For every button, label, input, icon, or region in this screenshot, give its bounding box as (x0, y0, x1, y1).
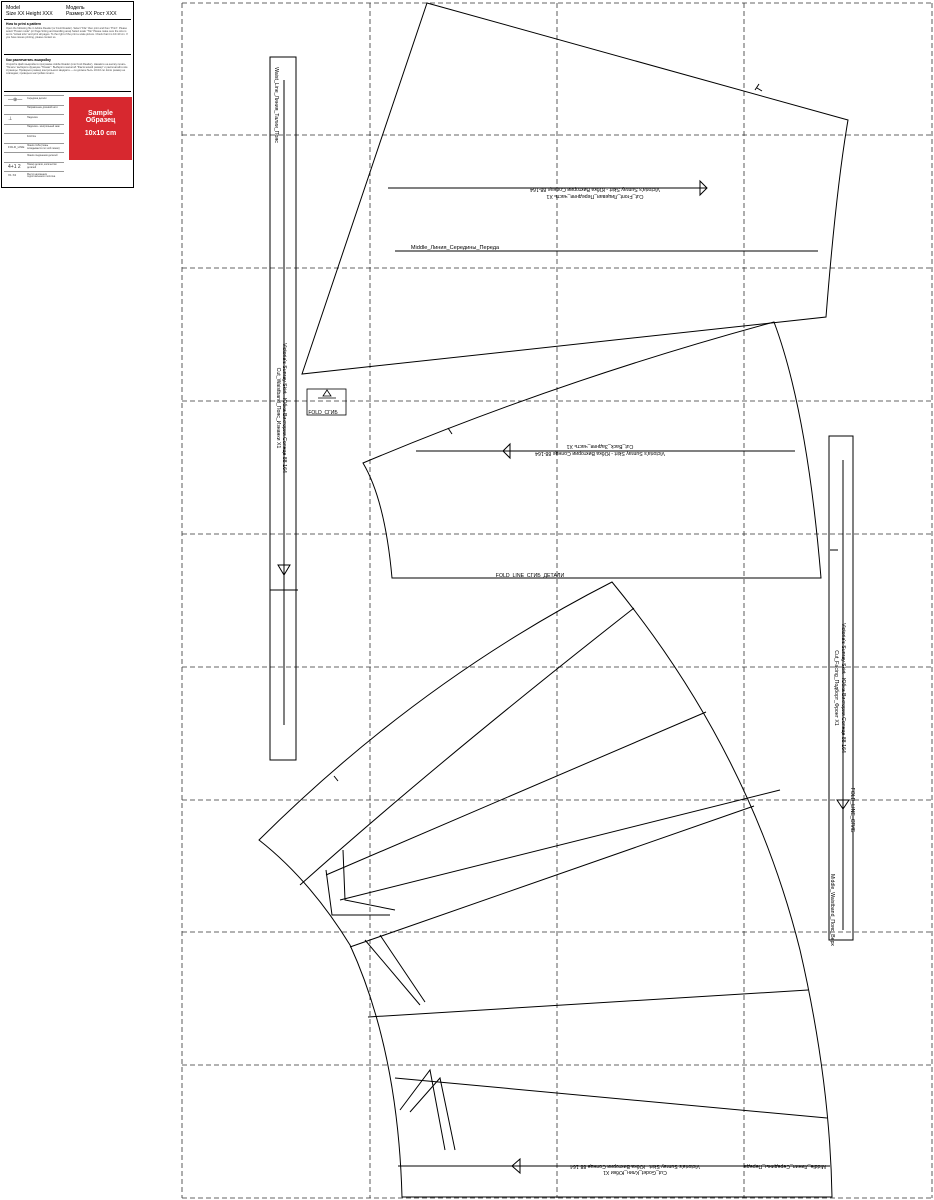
legend-symbol-icon: X1 X2 (8, 173, 17, 177)
legend-symbol-label: Направление долевой нити (27, 106, 58, 109)
legend-symbol-icon: —⊕— (8, 97, 23, 103)
waistband-top-label: Waist_Line_Линия_Талии_Пояс (273, 67, 279, 143)
howto-text-en: Open the following file in Adobe Reader (or Foxit Reader). Select "File" then print and then "Print". Please select "Poster mode" (or Page Sizing and Handling area) Select scale "Tile" Please make sure the size is set to "Actual size" and print all pages. To the right of the print a scale picture. Check that it is 10×10 cm. If you have issues printing, please contact us. (6, 27, 128, 39)
front-main-label: Victoria's Sunray Skirt - Юбка Виктории Солнце 88-164 (530, 186, 660, 192)
legend-symbol-icon: ⊥ (8, 116, 13, 122)
back-notch (448, 428, 452, 434)
model-label-ru: Модель (66, 5, 85, 11)
fold-small-label: FOLD_СГИБ (308, 410, 338, 416)
pattern-piece-godet (259, 582, 832, 1197)
godet-line-label: Middle_Линия_Середины_Переда (744, 1163, 826, 1169)
sample-label-en: Sample (88, 110, 113, 117)
howto-text-ru: Откройте файл выкройки в программе Adobe Reader (или Foxit Reader). Нажмите на кнопку печать "Печать" выберите функцию "Плакат". Выберите масштаб "Фактический размер" и распечатайте все страницы. Проверьте размер контрольного квадрата — он должен быть 10×10 см. Если размер не совпадает, проверьте настройки печати. (6, 63, 128, 75)
legend-symbol-label: Номер детали, количество деталей (27, 163, 57, 169)
model-label-en: Model (6, 5, 21, 11)
legend-symbol-label: Линия сгиба (ткань складывается по этой линии) (27, 144, 60, 150)
godet-dart (410, 1078, 455, 1150)
godet-dart (380, 935, 425, 1002)
back-main-label: Victoria's Sunray Skirt - Юбка Виктории Солнце 88-164 (535, 450, 665, 456)
legend-symbol-label: Середина детали (27, 96, 47, 100)
sample-label-ru: Образец (85, 117, 116, 124)
godet-inner-curve (300, 608, 634, 885)
godet-panel-line (340, 790, 780, 900)
sample-size-label: 10x10 cm (84, 130, 117, 137)
godet-sub-label: Cut_Godet_Клин_Юбки X1 (603, 1169, 667, 1175)
howto-title-ru: Как распечатать выкройку (6, 58, 51, 62)
legend-symbol-icon: 4+1 2 (8, 163, 21, 170)
back-sub-label: Cut_Back_Задняя_часть X1 (566, 443, 634, 449)
godet-panel-line (395, 1078, 827, 1118)
godet-panel-line (350, 806, 754, 947)
front-center-label: Middle_Линия_Середины_Переда (410, 245, 500, 251)
godet-main-label: Victoria's Sunray Skirt - Юбка Виктории Солнце 88-164 (570, 1163, 700, 1169)
facing-sub-label: Cut_Facing_Подборт_Фронт X1 (833, 650, 839, 726)
size-label-ru: Размер XX Рост XXX (66, 11, 117, 17)
legend-symbol-label: Линия соединения деталей (27, 153, 58, 157)
back-piece-outline (363, 322, 821, 578)
godet-dart (343, 850, 395, 910)
pattern-piece-back (363, 322, 821, 578)
tile-grid (182, 3, 932, 1198)
waistband-sub-label: Cut_Waistband_Пояс_Изнанки X1 (275, 367, 281, 449)
facing-main-label: Victoria's Sunray Skirt - Юбка Виктории Солнце 88-164 (840, 623, 846, 753)
legend-symbol-icon: FOLD_LINE (8, 144, 25, 149)
facing-bottom-label: Middle_Waistband_Пояс_Верх (829, 873, 835, 947)
godet-notch (334, 776, 338, 781)
front-sub-label: Cut_Front_Лицевая_Передняя_часть X1 (546, 193, 644, 199)
howto-title-en: How to print a pattern (6, 22, 42, 26)
front-notch (755, 84, 762, 91)
waistband-main-label: Victoria's Sunray Skirt - Юбка Виктории Солнце 88-164 (281, 343, 287, 473)
godet-panel-line (368, 990, 808, 1017)
legend-symbol-label: Fold line (27, 134, 37, 138)
size-label-en: Size XX Height XXX (6, 11, 53, 17)
godet-dart (365, 940, 420, 1005)
legend-symbol-label: Место наложения подготовленного полотна (27, 172, 56, 179)
legend-symbol-label: Надсечка - контрольный знак (27, 125, 60, 128)
back-fold-label: FOLD_LINE_СГИБ_ДЕТАЛИ (495, 573, 565, 579)
godet-panel-line (326, 712, 706, 875)
facing-fold-label: FOLD_LINE_СГИБ (849, 787, 855, 833)
godet-dart (326, 870, 390, 915)
legend-symbol-label: Надсечка (27, 115, 38, 119)
